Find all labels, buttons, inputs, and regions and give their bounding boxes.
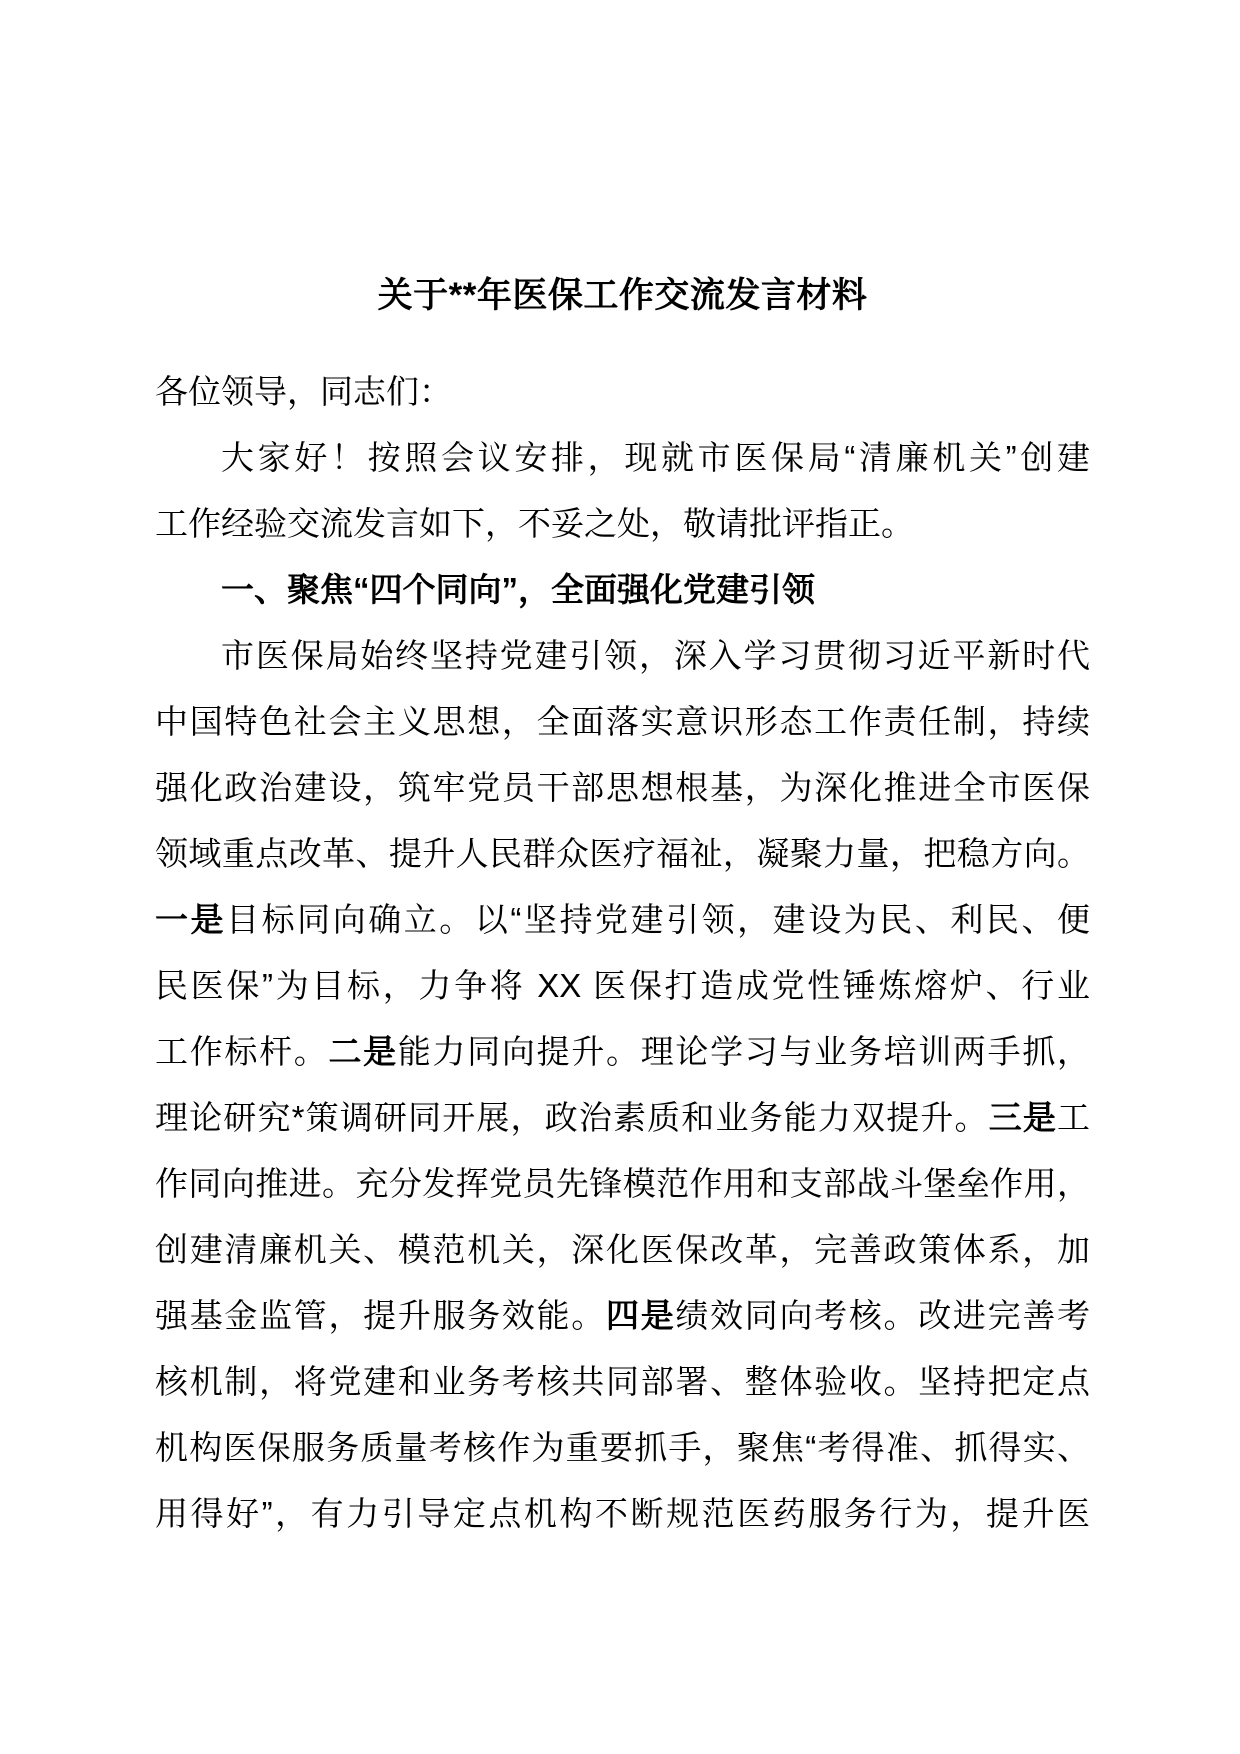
text-run: 作同向推进。充分发挥党员先锋模范作用和支部战斗堡垒作用， xyxy=(155,1165,1090,1202)
document-title: 关于**年医保工作交流发言材料 xyxy=(377,276,868,315)
text-line xyxy=(155,821,1090,887)
text-run: 各位领导，同志们： xyxy=(155,373,452,410)
text-run: 机构医保服务质量考核作为重要抓手，聚焦“考得准、抓得实、 xyxy=(155,1429,1090,1466)
text-run: 一、聚焦“四个同向”，全面强化党建引领 xyxy=(221,571,815,608)
text-line xyxy=(155,1415,1090,1481)
text-run: 能力同向提升。理论学习与业务培训两手抓， xyxy=(397,1033,1090,1070)
paragraph xyxy=(155,623,1090,1547)
text-line xyxy=(155,689,1090,755)
text-run: 领域重点改革、提升人民群众医疗福祉，凝聚力量，把稳方向。 xyxy=(155,835,1090,872)
text-run: 工 xyxy=(1057,1099,1090,1136)
text-run: 强化政治建设，筑牢党员干部思想根基，为深化推进全市医保 xyxy=(155,769,1090,806)
bold-run: 三是 xyxy=(988,1099,1058,1136)
text-line xyxy=(155,1151,1090,1217)
text-run: 强基金监管，提升服务效能。 xyxy=(155,1297,606,1334)
text-run: 创建清廉机关、模范机关，深化医保改革，完善政策体系，加 xyxy=(155,1231,1090,1268)
text-line xyxy=(155,557,1090,623)
text-run: 民医保”为目标，力争将 XX 医保打造成党性锤炼熔炉、行业 xyxy=(155,967,1090,1004)
text-line xyxy=(155,953,1090,1019)
text-line xyxy=(155,887,1090,953)
text-run: 目标同向确立。以“坚持党建引领，建设为民、利民、便 xyxy=(226,901,1090,938)
text-line xyxy=(155,425,1090,491)
paragraph xyxy=(155,425,1090,557)
text-run: 工作标杆。 xyxy=(155,1033,329,1070)
text-line xyxy=(155,623,1090,689)
text-run: 市医保局始终坚持党建引领，深入学习贯彻习近平新时代 xyxy=(221,637,1090,674)
text-run: 中国特色社会主义思想，全面落实意识形态工作责任制，持续 xyxy=(155,703,1090,740)
text-line xyxy=(155,1085,1090,1151)
paragraph xyxy=(155,359,1090,425)
bold-run: 四是 xyxy=(606,1297,676,1334)
text-line xyxy=(155,1217,1090,1283)
text-line xyxy=(155,491,1090,557)
text-run: 大家好！按照会议安排，现就市医保局“清廉机关”创建 xyxy=(221,439,1090,476)
text-run: 理论研究*策调研同开展，政治素质和业务能力双提升。 xyxy=(155,1099,989,1136)
section-heading xyxy=(155,557,1090,623)
document-body xyxy=(0,359,1240,1547)
text-line xyxy=(155,1019,1090,1085)
text-run: 用得好”，有力引导定点机构不断规范医药服务行为，提升医 xyxy=(155,1495,1090,1532)
text-line xyxy=(155,1283,1090,1349)
text-run: 绩效同向考核。改进完善考 xyxy=(675,1297,1090,1334)
bold-run: 二是 xyxy=(328,1033,398,1070)
text-line xyxy=(155,359,1090,425)
bold-run: 一是 xyxy=(155,901,227,938)
text-run: 核机制，将党建和业务考核共同部署、整体验收。坚持把定点 xyxy=(155,1363,1090,1400)
text-line xyxy=(155,1349,1090,1415)
text-line xyxy=(155,1481,1090,1547)
text-line xyxy=(155,755,1090,821)
text-run: 工作经验交流发言如下，不妥之处，敬请批评指正。 xyxy=(155,505,914,542)
